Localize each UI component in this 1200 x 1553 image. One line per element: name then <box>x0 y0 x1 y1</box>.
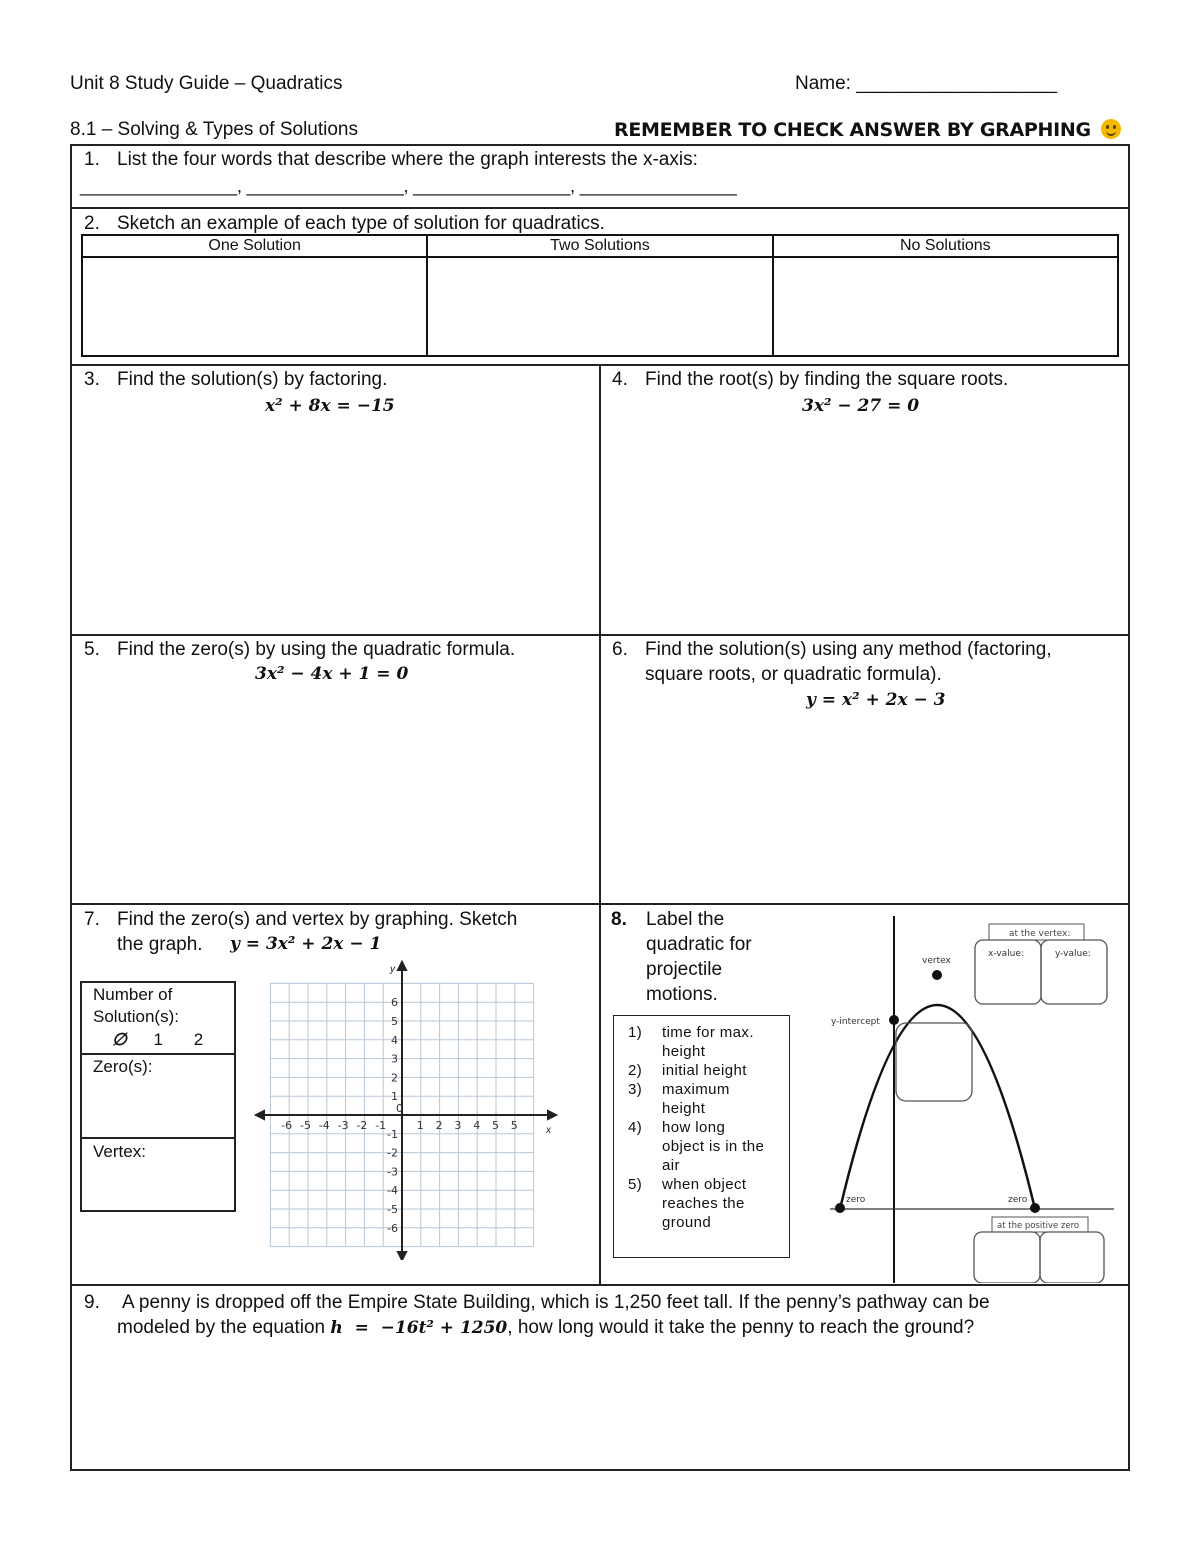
projectile-parabola <box>840 1005 1035 1209</box>
option-num: 2) <box>628 1062 643 1079</box>
q8-text-line: Label the <box>646 909 725 930</box>
q8-text-line: projectile <box>646 959 723 980</box>
option-text: maximum <box>662 1081 730 1098</box>
option-num: 5) <box>628 1176 643 1193</box>
zero-left-point <box>835 1203 845 1213</box>
zero-x-box <box>974 1232 1040 1283</box>
q4-equation: 3x² − 27 = 0 <box>802 396 920 416</box>
sketch-cell-two[interactable] <box>427 257 772 356</box>
y-value-label: y-value: <box>1055 949 1091 959</box>
num-solutions-label: Number of Solution(s): <box>93 985 179 1026</box>
y-tick-label: 6 <box>391 996 398 1010</box>
y-tick-label: 5 <box>391 1015 398 1028</box>
q1-text: List the four words that describe where the graph interests the x-axis: <box>117 149 698 170</box>
q6-work-area[interactable] <box>602 714 1128 901</box>
at-positive-zero-label: at the positive zero <box>997 1221 1080 1231</box>
q9-text-b2: , how long would it take the penny to reach the ground? <box>507 1317 975 1338</box>
q7-equation: y = 3x² + 2x − 1 <box>230 934 382 954</box>
x-tick-label: 4 <box>473 1119 481 1132</box>
y-tick-label: 2 <box>391 1071 398 1085</box>
choice-two[interactable]: 2 <box>193 1030 204 1049</box>
x-tick-label: 3 <box>454 1119 462 1132</box>
y-tick-label: 3 <box>391 1052 398 1066</box>
sketch-cell-one[interactable] <box>82 257 427 356</box>
q6-number: 6. <box>612 639 628 660</box>
q8-text-line: quadratic for <box>646 934 752 955</box>
q2-text: Sketch an example of each type of solution for quadratics. <box>117 213 605 234</box>
q7-answer-divider2 <box>80 1137 236 1139</box>
q4-text: Find the root(s) by finding the square roots. <box>645 369 1009 390</box>
q5-number: 5. <box>84 639 100 660</box>
col-no-solutions: No Solutions <box>773 235 1118 257</box>
q8-number: 8. <box>611 909 627 930</box>
q1-answer-blanks[interactable]: ________________, ________________, ________________, ________________ <box>80 176 737 196</box>
option-text: time for max. <box>662 1024 754 1041</box>
q6-text-line1: Find the solution(s) using any method (factoring, <box>645 639 1052 660</box>
worksheet-title: Unit 8 Study Guide – Quadratics <box>70 73 343 94</box>
q8-text <box>646 907 752 1007</box>
reminder-text: REMEMBER TO CHECK ANSWER BY GRAPHING <box>614 119 1091 141</box>
col-two-solutions: Two Solutions <box>427 235 772 257</box>
zero-right-label: zero <box>1008 1195 1028 1205</box>
x-tick-label: 1 <box>416 1119 424 1132</box>
x-tick-label: -4 <box>318 1119 330 1132</box>
x-axis-arrow-right <box>548 1111 556 1119</box>
q1-number: 1. <box>84 149 100 170</box>
reminder-banner <box>614 119 1121 141</box>
q7-text-line2: the graph. <box>117 934 203 955</box>
vertex-point <box>932 970 942 980</box>
x-tick-label: -2 <box>356 1119 368 1132</box>
x-axis-label: x <box>546 1125 551 1136</box>
option-num: 1) <box>628 1024 643 1041</box>
q9-text-b1: modeled by the equation <box>117 1317 326 1338</box>
option-text: how long <box>662 1119 726 1136</box>
option-text: reaches the <box>662 1195 745 1212</box>
divider-q1 <box>70 207 1130 209</box>
col-one-solution: One Solution <box>82 235 427 257</box>
q4-work-area[interactable] <box>602 420 1128 632</box>
x-tick-label: -6 <box>281 1119 293 1132</box>
y-intercept-label: y-intercept <box>831 1017 880 1027</box>
section-title: 8.1 – Solving & Types of Solutions <box>70 119 358 140</box>
zero-right-point <box>1030 1203 1040 1213</box>
vertex-label: Vertex: <box>93 1142 146 1161</box>
solution-types-table <box>81 234 1119 357</box>
q8-options-list <box>628 1023 764 1232</box>
option-text: ground <box>662 1214 712 1231</box>
y-tick-label: -5 <box>387 1203 398 1216</box>
q5-equation: 3x² − 4x + 1 = 0 <box>255 664 409 684</box>
q9-number: 9. <box>84 1292 100 1313</box>
y-tick-label: 1 <box>391 1090 398 1104</box>
q2-number: 2. <box>84 213 100 234</box>
x-tick-label: 5 <box>510 1119 518 1132</box>
column-divider <box>599 364 601 1284</box>
smiley-icon <box>1101 119 1121 139</box>
option-num: 4) <box>628 1119 643 1136</box>
x-tick-label: -1 <box>375 1119 387 1132</box>
q6-equation: y = x² + 2x − 3 <box>806 690 946 710</box>
y-tick-label: -4 <box>387 1184 398 1198</box>
q3-text: Find the solution(s) by factoring. <box>117 369 388 390</box>
option-num: 3) <box>628 1081 643 1098</box>
q7-answer-divider1 <box>80 1053 236 1055</box>
solution-choices[interactable] <box>112 1030 203 1050</box>
x-tick-label: 2 <box>435 1119 443 1132</box>
sketch-cell-none[interactable] <box>773 257 1118 356</box>
projectile-diagram <box>798 911 1128 1283</box>
option-text: initial height <box>662 1062 747 1079</box>
x-tick-label: -5 <box>300 1119 311 1132</box>
vertex-label: vertex <box>922 956 951 966</box>
q9-text-b <box>117 1315 974 1341</box>
y-axis-label: y <box>390 964 395 975</box>
option-text: height <box>662 1100 706 1117</box>
at-vertex-label: at the vertex: <box>1009 929 1071 939</box>
y-axis-arrow-down <box>398 1252 406 1260</box>
q5-text: Find the zero(s) by using the quadratic formula. <box>117 639 516 660</box>
y-intercept-point <box>889 1015 899 1025</box>
y-axis-arrow-up <box>398 962 406 970</box>
y-tick-label: -3 <box>387 1165 398 1179</box>
q9-equation: h = −16t² + 1250 <box>330 1318 508 1338</box>
option-text: height <box>662 1043 706 1060</box>
option-text: when object <box>662 1176 747 1193</box>
zero-y-box <box>1040 1232 1104 1283</box>
q3-work-area[interactable] <box>72 420 598 632</box>
option-text: object is in the <box>662 1138 765 1155</box>
coordinate-grid[interactable] <box>252 960 562 1260</box>
x-axis-arrow-left <box>256 1111 264 1119</box>
y-intercept-answer-box <box>896 1023 972 1101</box>
y-tick-label: -6 <box>387 1221 398 1235</box>
choice-empty-set[interactable]: ∅ <box>112 1030 127 1050</box>
q9-text-a: A penny is dropped off the Empire State Building, which is 1,250 feet tall. If the penny’s pathway can be <box>122 1292 990 1313</box>
zeros-label: Zero(s): <box>93 1057 153 1076</box>
zero-left-label: zero <box>846 1195 866 1205</box>
choice-one[interactable]: 1 <box>153 1030 164 1049</box>
option-text: air <box>662 1157 680 1174</box>
q7-number: 7. <box>84 909 100 930</box>
q9-work-area[interactable] <box>72 1345 1128 1469</box>
x-value-label: x-value: <box>988 949 1024 959</box>
y-tick-label: 4 <box>391 1033 398 1047</box>
divider-row4 <box>70 1284 1130 1286</box>
y-tick-label: -2 <box>387 1146 398 1160</box>
y-tick-label: -1 <box>387 1127 398 1141</box>
q3-equation: x² + 8x = −15 <box>265 396 395 416</box>
q8-text-line: motions. <box>646 984 718 1005</box>
q4-number: 4. <box>612 369 628 390</box>
q7-text-line1: Find the zero(s) and vertex by graphing. Sketch <box>117 909 518 930</box>
x-tick-label: -3 <box>337 1119 349 1132</box>
origin-label: 0 <box>396 1102 403 1115</box>
q6-text-line2: square roots, or quadratic formula). <box>645 664 942 685</box>
x-tick-label: 5 <box>492 1119 499 1132</box>
q3-number: 3. <box>84 369 100 390</box>
q5-work-area[interactable] <box>72 690 598 901</box>
name-field[interactable]: Name: ___________________ <box>795 73 1058 94</box>
